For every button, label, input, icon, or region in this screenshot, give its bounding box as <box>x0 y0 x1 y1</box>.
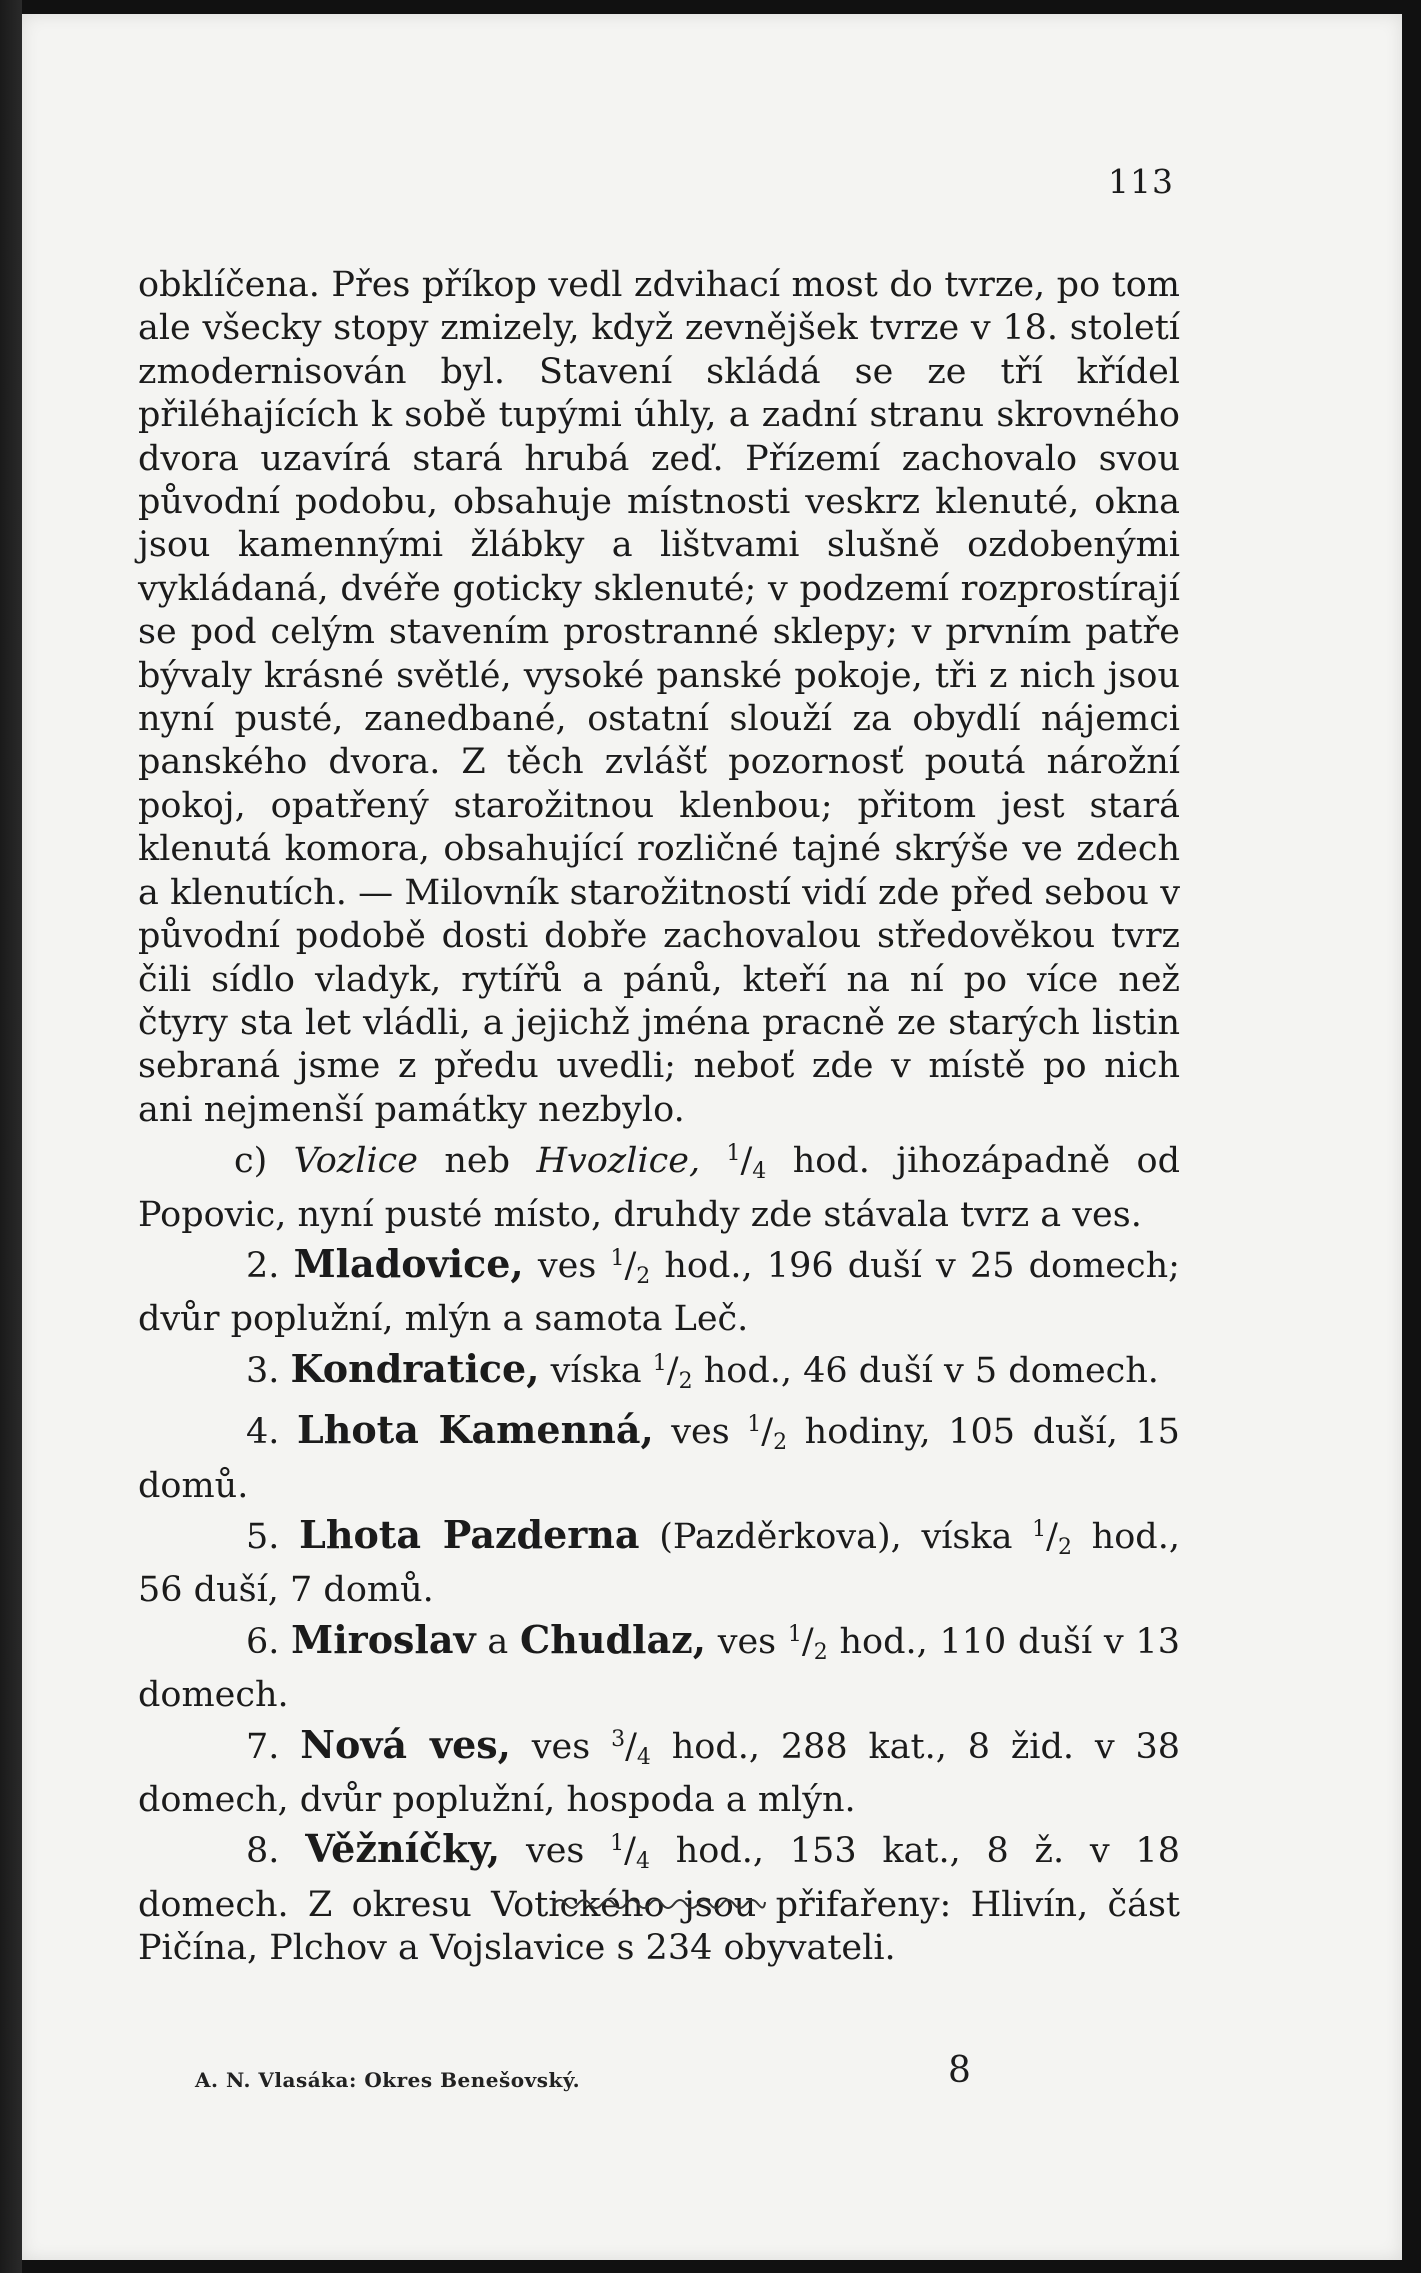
entry-connector: a <box>487 1621 509 1662</box>
entry-6 <box>138 1613 1180 1718</box>
item-c-prefix: c) <box>234 1141 268 1182</box>
entry-details: hod., 153 kat., 8 ž. v 18 domech. Z okresu Votického jsou přifařeny: Hlivín, část Pičína, Plchov a Vojslavice s 234 obyvateli. <box>138 1831 1180 1969</box>
item-c-connector: neb <box>444 1141 511 1182</box>
entry-5 <box>138 1508 1180 1613</box>
body-text <box>138 264 1180 1971</box>
entry-2 <box>138 1237 1180 1342</box>
fraction-slash: / <box>666 1350 679 1391</box>
fraction-denominator: 4 <box>635 1849 650 1875</box>
entry-name: Lhota Kamenná, <box>296 1407 654 1453</box>
fraction-denominator: 2 <box>636 1263 651 1289</box>
entry-number: 3. <box>246 1350 280 1391</box>
wavy-divider-ornament <box>552 1890 767 1914</box>
fraction-denominator: 4 <box>752 1159 767 1185</box>
entry-number: 4. <box>246 1412 280 1453</box>
fraction-denominator: 2 <box>813 1639 828 1665</box>
fraction-numerator: 3 <box>611 1726 626 1752</box>
entry-details: hod., 288 kat., 8 žid. v 38 domech, dvůr poplužní, hospoda a mlýn. <box>138 1726 1180 1820</box>
entry-type: víska <box>550 1350 642 1391</box>
fraction-numerator: 1 <box>652 1350 667 1376</box>
fraction-slash: / <box>761 1412 774 1453</box>
fraction-slash: / <box>624 1831 636 1872</box>
entry-7 <box>138 1718 1180 1823</box>
entry-4 <box>138 1403 1180 1508</box>
scan-left-edge <box>0 0 22 2273</box>
entry-number: 8. <box>246 1831 280 1872</box>
item-c-name-1: Vozlice <box>293 1141 418 1182</box>
entry-type: ves <box>537 1245 597 1286</box>
sheet-number: 8 <box>948 2050 971 2091</box>
entry-name: Věžníčky, <box>305 1826 501 1872</box>
entry-name: Nová ves, <box>300 1721 511 1767</box>
footer-signature: A. N. Vlasáka: Okres Benešovský. <box>195 2068 581 2092</box>
fraction-denominator: 2 <box>773 1430 788 1456</box>
item-c-rest: hod. jihozápadně od Popovic, nyní pusté místo, druhdy zde stávala tvrz a ves. <box>138 1141 1180 1235</box>
fraction-slash: / <box>625 1726 637 1767</box>
entry-details: hod., 56 duší, 7 domů. <box>138 1516 1180 1611</box>
fraction-numerator: 1 <box>747 1412 762 1438</box>
entry-number: 6. <box>246 1621 280 1662</box>
entry-details: hod., 46 duší v 5 domech. <box>703 1350 1159 1391</box>
entry-name-2: Chudlaz, <box>519 1616 706 1662</box>
fraction-slash: / <box>740 1141 753 1182</box>
fraction-denominator: 2 <box>1057 1534 1072 1560</box>
paragraph-1: obklíčena. Přes příkop vedl zdvihací most do tvrze, po tom ale všecky stopy zmizely, když zevnějšek tvrze v 18. století zmodernisován byl. Stavení skládá se ze tří křídel přiléhajících k sobě tupými úhly, a zadní stranu skrovného dvora uzavírá stará hrubá zeď. Přízemí zachovalo svou původní podobu, obsahuje místnosti veskrz klenuté, okna jsou kamennými žlábky a lištvami slušně ozdobenými vykládaná, dvéře goticky sklenuté; v podzemí rozprostírají se pod celým stavením prostranné sklepy; v prvním patře bývaly krásné světlé, vysoké panské pokoje, tři z nich jsou nyní pusté, zanedbané, ostatní slouží za obydlí nájemci panského dvora. Z těch zvlášť pozornosť poutá nárožní pokoj, opatřený starožitnou klenbou; přitom jest stará klenutá komora, obsahující rozličné tajné skrýše ve zdech a klenutích. — Milovník starožitností vidí zde před sebou v původní podobě dosti dobře zachovalou středověkou tvrz čili sídlo vladyk, rytířů a pánů, kteří na ní po více než čtyry sta let vládli, a jejichž jména pracně ze starých listin sebraná jsme z předu uvedli; neboť zde v místě po nich ani nejmenší památky nezbylo. <box>138 265 1180 1130</box>
entry-3 <box>138 1342 1180 1403</box>
fraction-slash: / <box>1046 1516 1058 1557</box>
entry-type: ves <box>531 1726 591 1767</box>
fraction-numerator: 1 <box>610 1245 625 1271</box>
entry-name: Mladovice, <box>293 1240 524 1286</box>
entry-type: (Pazděrkova), víska <box>659 1516 1013 1557</box>
item-c-name-2: Hvozlice, <box>536 1141 701 1182</box>
fraction-slash: / <box>801 1621 814 1662</box>
fraction-numerator: 1 <box>1032 1516 1047 1542</box>
fraction-numerator: 1 <box>726 1141 741 1167</box>
item-c <box>138 1132 1180 1237</box>
page-number: 113 <box>1108 162 1174 201</box>
entry-details: hodiny, 105 duší, 15 domů. <box>138 1412 1180 1506</box>
entry-name: Kondratice, <box>290 1345 540 1391</box>
entry-name: Miroslav <box>291 1616 476 1662</box>
entry-name: Lhota Pazderna <box>299 1511 640 1557</box>
entry-type: ves <box>671 1412 730 1453</box>
entry-number: 5. <box>246 1516 280 1557</box>
entry-number: 7. <box>246 1726 280 1767</box>
entry-type: ves <box>525 1831 585 1872</box>
fraction-denominator: 4 <box>636 1744 651 1770</box>
entry-details: hod., 110 duší v 13 domech. <box>138 1621 1180 1716</box>
fraction-numerator: 1 <box>610 1831 625 1857</box>
fraction-slash: / <box>624 1245 637 1286</box>
fraction-numerator: 1 <box>787 1621 802 1647</box>
entry-number: 2. <box>246 1245 280 1286</box>
fraction-denominator: 2 <box>678 1368 693 1394</box>
entry-type: ves <box>717 1621 777 1662</box>
entry-details: hod., 196 duší v 25 domech; dvůr poplužní, mlýn a samota Leč. <box>138 1245 1180 1340</box>
